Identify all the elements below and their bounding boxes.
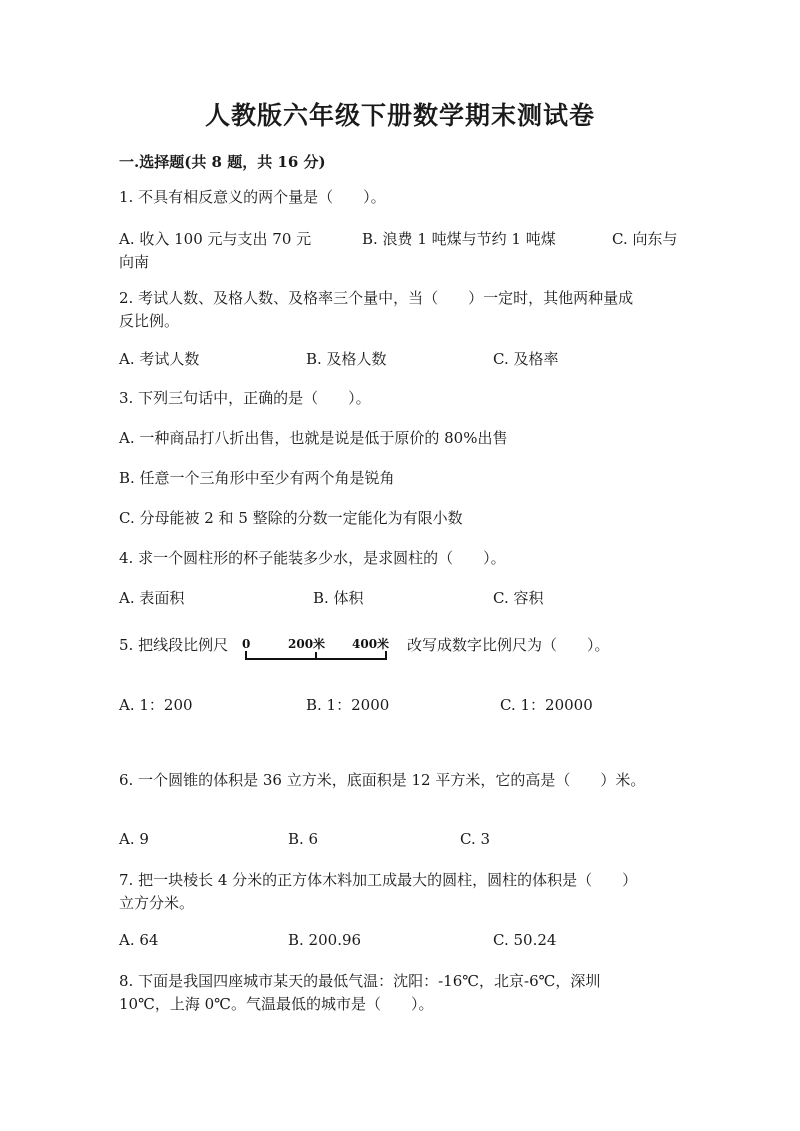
question-3-stem: 3. 下列三句话中，正确的是（ ）。 xyxy=(119,389,371,407)
question-1-option-b: B. 浪费 1 吨煤与节约 1 吨煤 xyxy=(362,230,556,248)
scale-label-200: 200米 xyxy=(288,637,326,651)
question-1-option-c: C. 向东与 xyxy=(612,230,678,248)
question-7-stem-line1: 7. 把一块棱长 4 分米的正方体木料加工成最大的圆柱，圆柱的体积是（ ） xyxy=(119,871,638,889)
question-7-option-b: B. 200.96 xyxy=(288,931,362,949)
question-5-option-b: B. 1：2000 xyxy=(306,696,390,714)
question-3-option-c: C. 分母能被 2 和 5 整除的分数一定能化为有限小数 xyxy=(119,509,463,527)
question-4-stem: 4. 求一个圆柱形的杯子能装多少水，是求圆柱的（ ）。 xyxy=(119,549,506,567)
question-2-stem-line1: 2. 考试人数、及格人数、及格率三个量中，当（ ）一定时，其他两种量成 xyxy=(119,289,634,307)
question-2-option-b: B. 及格人数 xyxy=(306,350,387,368)
question-2-stem-line2: 反比例。 xyxy=(119,312,180,330)
question-7-option-a: A. 64 xyxy=(119,931,159,949)
question-6-option-b: B. 6 xyxy=(288,830,319,848)
question-1-option-a: A. 收入 100 元与支出 70 元 xyxy=(119,230,312,248)
question-6-stem: 6. 一个圆锥的体积是 36 立方米，底面积是 12 平方米，它的高是（ ）米。 xyxy=(119,771,646,789)
question-1-stem: 1. 不具有相反意义的两个量是（ ）。 xyxy=(119,188,386,206)
question-4-option-b: B. 体积 xyxy=(313,589,364,607)
scale-label-0: 0 xyxy=(242,637,251,651)
section-heading: 一.选择题(共 8 题，共 16 分) xyxy=(119,153,326,171)
question-2-option-a: A. 考试人数 xyxy=(119,350,200,368)
question-6-option-c: C. 3 xyxy=(460,830,491,848)
question-3-option-b: B. 任意一个三角形中至少有两个角是锐角 xyxy=(119,469,395,487)
question-4-option-a: A. 表面积 xyxy=(119,589,185,607)
question-7-option-c: C. 50.24 xyxy=(493,931,557,949)
question-6-option-a: A. 9 xyxy=(119,830,149,848)
question-5-stem-start: 5. 把线段比例尺 xyxy=(119,636,229,654)
question-8-stem-line1: 8. 下面是我国四座城市某天的最低气温：沈阳：-16℃，北京-6℃，深圳 xyxy=(119,972,601,990)
question-3-option-a: A. 一种商品打八折出售，也就是说是低于原价的 80%出售 xyxy=(119,429,508,447)
question-2-option-c: C. 及格率 xyxy=(493,350,559,368)
question-4-option-c: C. 容积 xyxy=(493,589,544,607)
line-scale-figure xyxy=(240,634,396,664)
question-1-option-c-continued: 向南 xyxy=(119,253,150,271)
question-5-option-c: C. 1：20000 xyxy=(500,696,593,714)
question-7-stem-line2: 立方分米。 xyxy=(119,894,195,912)
question-5-stem-end: 改写成数字比例尺为（ ）。 xyxy=(407,636,610,654)
question-5-option-a: A. 1：200 xyxy=(119,696,193,714)
question-8-stem-line2: 10℃，上海 0℃。气温最低的城市是（ ）。 xyxy=(119,995,434,1013)
page-title: 人教版六年级下册数学期末测试卷 xyxy=(204,101,595,130)
scale-label-400: 400米 xyxy=(352,637,390,651)
